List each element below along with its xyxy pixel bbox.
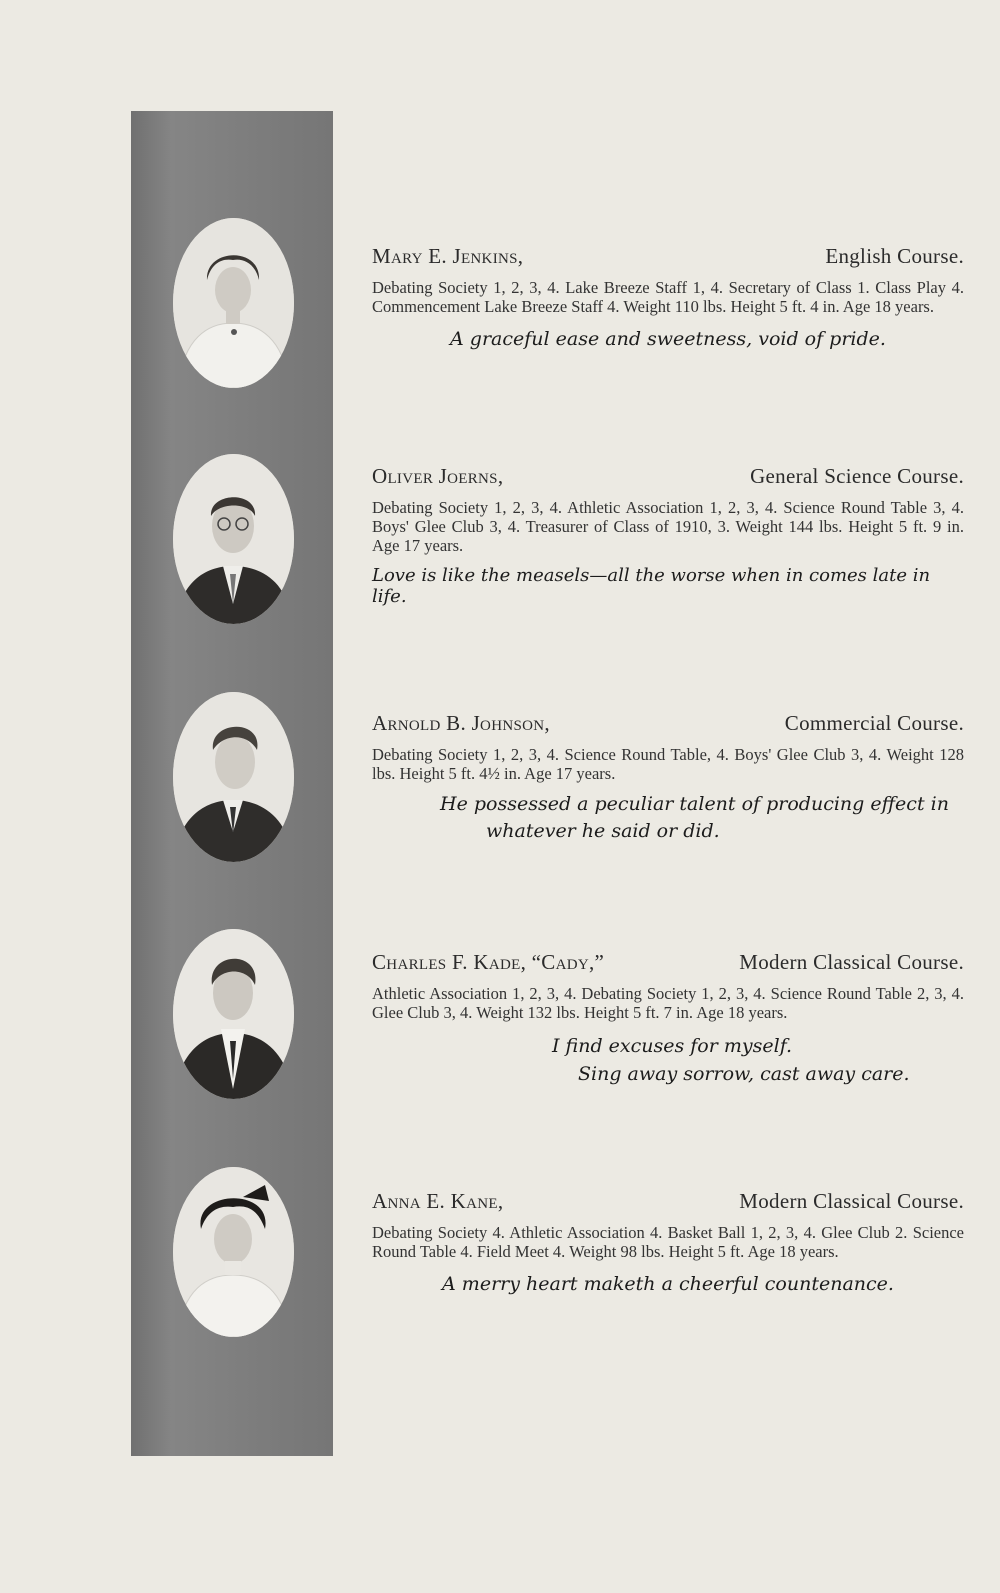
student-bio: Debating Society 1, 2, 3, 4. Science Round Table, 4. Boys' Glee Club 3, 4. Weight 128 lbs. Height 5 ft. 4½ in. Age 17 years. — [372, 745, 964, 783]
entry-header — [372, 1189, 964, 1215]
student-course: Modern Classical Course. — [739, 950, 964, 974]
student-entry — [372, 950, 964, 1088]
portrait-strip — [131, 111, 333, 1456]
student-quote — [372, 1273, 964, 1295]
student-entry — [372, 244, 964, 350]
student-name: Arnold B. Johnson, — [372, 711, 550, 735]
portrait-photo-2 — [173, 454, 294, 624]
student-bio: Athletic Association 1, 2, 3, 4. Debating Society 1, 2, 3, 4. Science Round Table 2, 3, 4. Glee Club 3, 4. Weight 132 lbs. Height 5 ft. 7 in. Age 18 years. — [372, 984, 964, 1022]
student-name: Charles F. Kade, “Cady,” — [372, 950, 605, 974]
entry-header — [372, 464, 964, 490]
student-entry — [372, 1189, 964, 1295]
quote-line: whatever he said or did. — [486, 820, 720, 842]
student-entry — [372, 711, 964, 845]
student-name: Mary E. Jenkins, — [372, 244, 524, 268]
student-course: English Course. — [825, 244, 964, 268]
student-bio: Debating Society 1, 2, 3, 4. Athletic Association 1, 2, 3, 4. Science Round Table 3, 4. Boys' Glee Club 3, 4. Treasurer of Class of 1910, 3. Weight 144 lbs. Height 5 ft. 9 in. Age 17 years. — [372, 498, 964, 555]
student-quote — [372, 791, 964, 845]
portrait-photo-1 — [173, 218, 294, 388]
quote-line: A merry heart maketh a cheerful countenance. — [442, 1273, 894, 1295]
portrait-photo-5 — [173, 1167, 294, 1337]
student-name: Anna E. Kane, — [372, 1189, 504, 1213]
student-entry — [372, 464, 964, 607]
portrait-photo-4 — [173, 929, 294, 1099]
quote-line: I find excuses for myself. — [552, 1035, 793, 1057]
student-bio: Debating Society 1, 2, 3, 4. Lake Breeze Staff 1, 4. Secretary of Class 1. Class Play 4. Commencement Lake Breeze Staff 4. Weight 110 lbs. Height 5 ft. 4 in. Age 18 years. — [372, 278, 964, 316]
quote-line: Sing away sorrow, cast away care. — [578, 1063, 910, 1085]
entry-header — [372, 244, 964, 270]
portrait-photo-3 — [173, 692, 294, 862]
entry-header — [372, 711, 964, 737]
student-course: General Science Course. — [750, 464, 964, 488]
student-course: Modern Classical Course. — [739, 1189, 964, 1213]
student-quote — [372, 565, 964, 607]
entry-header — [372, 950, 964, 976]
quote-line: A graceful ease and sweetness, void of pride. — [450, 328, 886, 350]
student-quote — [372, 1032, 964, 1088]
quote-line: Love is like the measels—all the worse when in comes late in life. — [372, 565, 931, 607]
student-name: Oliver Joerns, — [372, 464, 504, 488]
quote-line: He possessed a peculiar talent of producing effect in — [440, 793, 949, 815]
student-quote — [372, 328, 964, 350]
student-bio: Debating Society 4. Athletic Association 4. Basket Ball 1, 2, 3, 4. Glee Club 2. Science Round Table 4. Field Meet 4. Weight 98 lbs. Height 5 ft. Age 18 years. — [372, 1223, 964, 1261]
student-course: Commercial Course. — [784, 711, 964, 735]
